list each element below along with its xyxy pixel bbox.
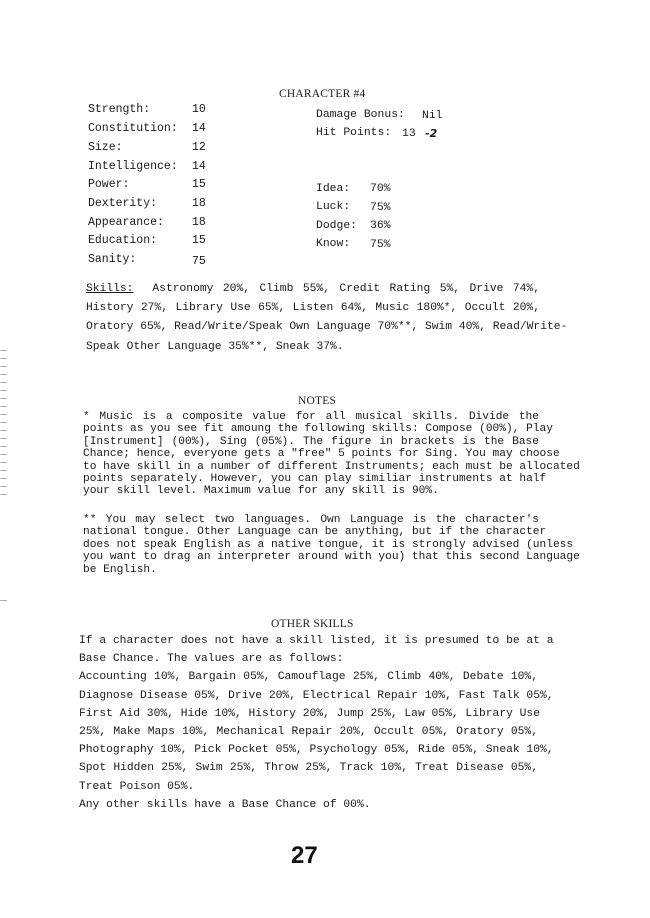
stat-value: 18 bbox=[192, 197, 206, 210]
page-number: 27 bbox=[291, 842, 318, 869]
handwritten-note: -2 bbox=[425, 127, 438, 140]
notes-title: NOTES bbox=[298, 395, 337, 407]
other-skills-section: If a character does not have a skill listed, it is presumed to be at a Base Chance. The values are as follows: Accounting 10%, Bargain 05%, Camouflage 25%, Climb 40%, Debate 10%, Diagnose Disease 05%, Drive 20%, Electrical Repair 10%, Fast Talk 05%, First Aid 30%, Hide 10%, History 20%, Jump 25%, Law 05%, Library Use 25%, Make Maps 10%, Mechanical Repair 20%, Occult 05%, Oratory 05%, Photography 10%, Pick Pocket 05%, Psychology 05%, Ride 05%, Sneak 10%, Spot Hidden 25%, Swim 25%, Throw 25%, Track 10%, Treat Disease 05%, Treat Poison 05%. Any other skills have a Base Chance of 00%. bbox=[79, 635, 554, 811]
stat-value: 10 bbox=[192, 103, 206, 116]
note-music: * Music is a composite value for all musical skills. Divide the points as you see fit amoung the following skills: Compose (00%), Play [Instrument] (00%), Sing (05%). The figure in brackets is the Base Chance; hence, everyone gets a "free" 5 points for Sing. You may choose to have skill in a number of different Instruments; each must be allocated points separately. However, you can play similiar instruments at half your skill level. Maximum value for any skill is 90%. bbox=[83, 411, 580, 498]
stat-label: Constitution: bbox=[88, 122, 178, 135]
idea-value: 70% bbox=[370, 183, 391, 195]
stat-label: Strength: bbox=[88, 103, 151, 116]
damage-bonus-label: Damage Bonus: bbox=[316, 109, 405, 121]
damage-bonus-value: Nil bbox=[422, 110, 443, 122]
luck-label: Luck: bbox=[316, 201, 351, 213]
stat-label: Size: bbox=[88, 141, 123, 154]
skills-line: Skills: Astronomy 20%, Climb 55%, Credit Rating 5%, Drive 74%, bbox=[86, 283, 540, 295]
skills-label: Skills: bbox=[86, 283, 134, 295]
know-value: 75% bbox=[370, 239, 391, 251]
stat-label: Dexterity: bbox=[88, 197, 158, 210]
skills-section bbox=[86, 280, 568, 357]
stat-label: Power: bbox=[88, 178, 130, 191]
dodge-label: Dodge: bbox=[316, 220, 358, 232]
stat-value: 18 bbox=[192, 216, 206, 229]
stat-value: 14 bbox=[192, 122, 206, 135]
stat-label: Intelligence: bbox=[88, 160, 178, 173]
dodge-value: 36% bbox=[370, 220, 391, 232]
skills-line: Speak Other Language 35%**, Sneak 37%. bbox=[86, 340, 344, 353]
stat-value: 15 bbox=[192, 234, 206, 247]
know-label: Know: bbox=[316, 238, 351, 250]
stat-value: 15 bbox=[192, 178, 206, 191]
stat-label: Appearance: bbox=[88, 216, 164, 229]
skills-line: Oratory 65%, Read/Write/Speak Own Language 70%**, Swim 40%, Read/Write- bbox=[86, 321, 568, 334]
hit-points-value: 13 bbox=[402, 128, 416, 140]
character-title: CHARACTER #4 bbox=[279, 88, 366, 100]
stat-value: 12 bbox=[192, 141, 206, 154]
skills-line: History 27%, Library Use 65%, Listen 64%, Music 180%*, Occult 20%, bbox=[86, 302, 540, 315]
stat-value: 75 bbox=[192, 255, 206, 268]
stat-label: Sanity: bbox=[88, 253, 137, 266]
stat-value: 14 bbox=[192, 160, 206, 173]
stat-label: Education: bbox=[88, 234, 158, 247]
other-skills-title: OTHER SKILLS bbox=[271, 618, 354, 630]
hit-points-label: Hit Points: bbox=[316, 127, 392, 139]
luck-value: 75% bbox=[370, 202, 391, 214]
idea-label: Idea: bbox=[316, 183, 351, 195]
note-languages: ** You may select two languages. Own Language is the character's national tongue. Other Language can be anything, but if the character does not speak English as a native tongue, it is strongly advised (unless you want to drag an interpreter around with you) that this second Language be English. bbox=[83, 514, 580, 576]
